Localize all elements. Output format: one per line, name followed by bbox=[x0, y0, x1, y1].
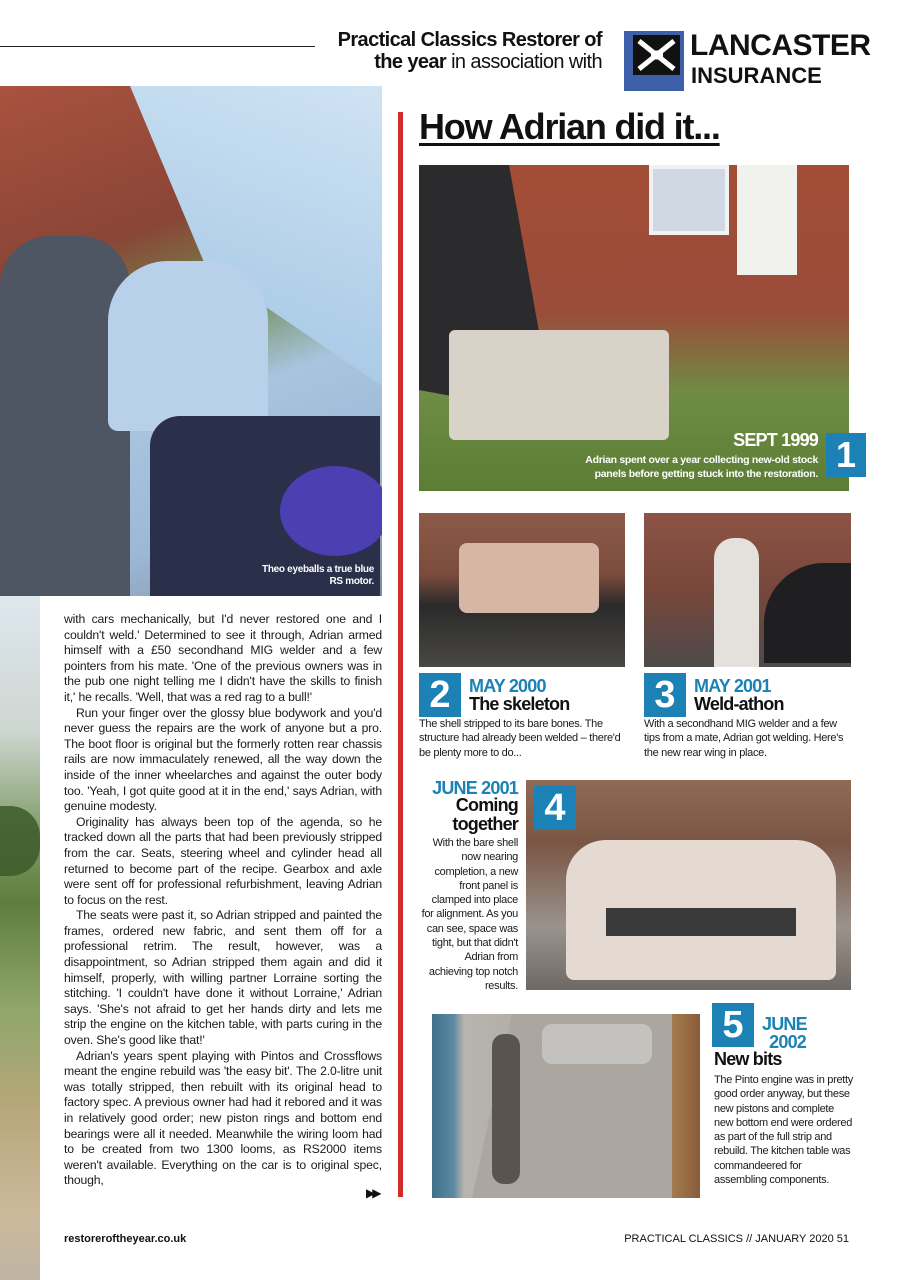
step-3-date: MAY 2001 bbox=[694, 676, 771, 696]
side-photo-strip bbox=[0, 596, 40, 1280]
front-panel-shape bbox=[606, 908, 796, 936]
footer-website-link[interactable]: restoreroftheyear.co.uk bbox=[64, 1233, 187, 1245]
header-rule bbox=[0, 46, 315, 47]
step-2-title: The skeleton bbox=[469, 694, 570, 714]
step-4-text: With the bare shell now nearing completion, a new front panel is clamped into place for alignment. As you can see, space was tight, but that didn't Adrian from achieving top notch results. bbox=[421, 837, 518, 992]
person-shape bbox=[714, 538, 759, 667]
article-paragraph: Adrian's years spent playing with Pintos and Crossflows meant the engine rebuild was 'the easy bit'. The 2.0-litre unit was totally stripped, then rebuilt with its original head to factory spec. A previous owner had had it rebored and it was in relatively good order; new piston rings and bottom end bearings were all it needed. Meanwhile the wiring loom had to be created from two 1300 looms, as RS2000 items weren't available. Everything on the car is to original spec, though, bbox=[64, 1048, 382, 1188]
step-2-photo bbox=[419, 513, 625, 667]
step-3-title: Weld-athon bbox=[694, 694, 784, 714]
tree-shape bbox=[0, 806, 40, 876]
step-2-text: The shell stripped to its bare bones. The structure had already been welded – there'd be plenty more to do... bbox=[419, 718, 621, 759]
step-4-number: 4 bbox=[534, 786, 576, 830]
article-paragraph: Originality has always been top of the agenda, so he tracked down all the parts that had been previously stripped from the car. Seats, steering wheel and cylinder head all returned to become part of the recipe. Gearbox and axle were sent off for professional refurbishment, leaving Adrian to focus on the rest. bbox=[64, 814, 382, 907]
logo-text-lancaster: LANCASTER bbox=[690, 29, 871, 62]
air-cleaner-shape bbox=[280, 466, 382, 556]
step-5-text: The Pinto engine was in pretty good order anyway, but these new pistons and complete new bottom end were ordered as part of the full strip and rebuild. The kitchen table was commandeered for assembling components. bbox=[714, 1074, 853, 1187]
logo-emblem bbox=[624, 31, 684, 91]
step-3-text: With a secondhand MIG welder and a few tips from a mate, Adrian got welding. Here's the new rear wing in place. bbox=[644, 718, 844, 759]
hero-caption: Theo eyeballs a true blue RS motor. bbox=[262, 564, 374, 587]
car-shell-shape bbox=[459, 543, 599, 613]
pistons-shape bbox=[542, 1024, 652, 1064]
step-3-photo bbox=[644, 513, 851, 667]
footer-folio: PRACTICAL CLASSICS // JANUARY 2020 51 bbox=[624, 1233, 849, 1245]
lancaster-insurance-logo bbox=[624, 29, 871, 93]
step-3-number: 3 bbox=[644, 673, 686, 717]
header-title bbox=[320, 29, 602, 73]
hero-photo bbox=[0, 86, 382, 596]
step-5-date: JUNE 2002 bbox=[762, 1014, 807, 1052]
article-body bbox=[64, 612, 382, 1189]
article-paragraph: The seats were past it, so Adrian stripped and painted the frames, ordered new fabric, and sent them off for a professional retrim. The result, however, was a disappointment, so Adrian stripped them again and did it himself, properly, with willing partner Lorraine sorting the stitching. 'I couldn't have done it without Lorraine,' Adrian says. 'She's not afraid to get her hands dirty and lets me strip the engine on the kitchen table, with parts curing in the oven. She's good like that!' bbox=[64, 908, 382, 1048]
person-shape bbox=[108, 261, 268, 431]
column-divider bbox=[398, 112, 403, 1197]
step-1-number: 1 bbox=[826, 433, 866, 477]
step-5-title: New bits bbox=[714, 1049, 782, 1069]
front-panel-shape bbox=[449, 330, 669, 440]
plane-icon bbox=[633, 35, 680, 75]
step-2-date: MAY 2000 bbox=[469, 676, 546, 696]
header-title-light: in association with bbox=[451, 51, 602, 73]
article-paragraph: Run your finger over the glossy blue bodywork and you'd never guess the repairs are the work of anyone but a pro. The boot floor is original but the formerly rotten rear chassis rails are now immaculately renewed, all the way down the inside of the inner wheelarches and against the outer body too. 'Yeah, I got quite good at it in the end,' says Adrian, with genuine modesty. bbox=[64, 705, 382, 814]
article-paragraph: with cars mechanically, but I'd never restored one and I couldn't weld.' Determined to see it through, Adrian armed himself with a £50 secondhand MIG welder and a few pointers from his mate. 'One of the previous owners was in the pub one night telling me I didn't have the skills to finish it,' he recalls. 'Well, that was a red rag to a bull!' bbox=[64, 612, 382, 704]
window-shape bbox=[649, 165, 729, 235]
step-4-date: JUNE 2001 bbox=[432, 778, 518, 798]
sidebar-title: How Adrian did it... bbox=[419, 106, 720, 147]
header-title-bold: Practical Classics Restorer of the year bbox=[337, 29, 602, 73]
step-4-title: Coming together bbox=[452, 795, 518, 834]
logo-text-insurance: INSURANCE bbox=[691, 63, 822, 88]
car-wing-shape bbox=[764, 563, 851, 663]
crankshaft-shape bbox=[492, 1034, 520, 1184]
door-shape bbox=[737, 165, 797, 275]
continue-arrow-icon: ▶▶ bbox=[366, 1186, 379, 1200]
step-2-number: 2 bbox=[419, 673, 461, 717]
step-5-number: 5 bbox=[712, 1003, 754, 1047]
step-5-photo bbox=[432, 1014, 700, 1198]
step-1-text: Adrian spent over a year collecting new-old stock panels before getting stuck into the restoration. bbox=[585, 454, 818, 480]
step-1-date: SEPT 1999 bbox=[733, 430, 818, 450]
